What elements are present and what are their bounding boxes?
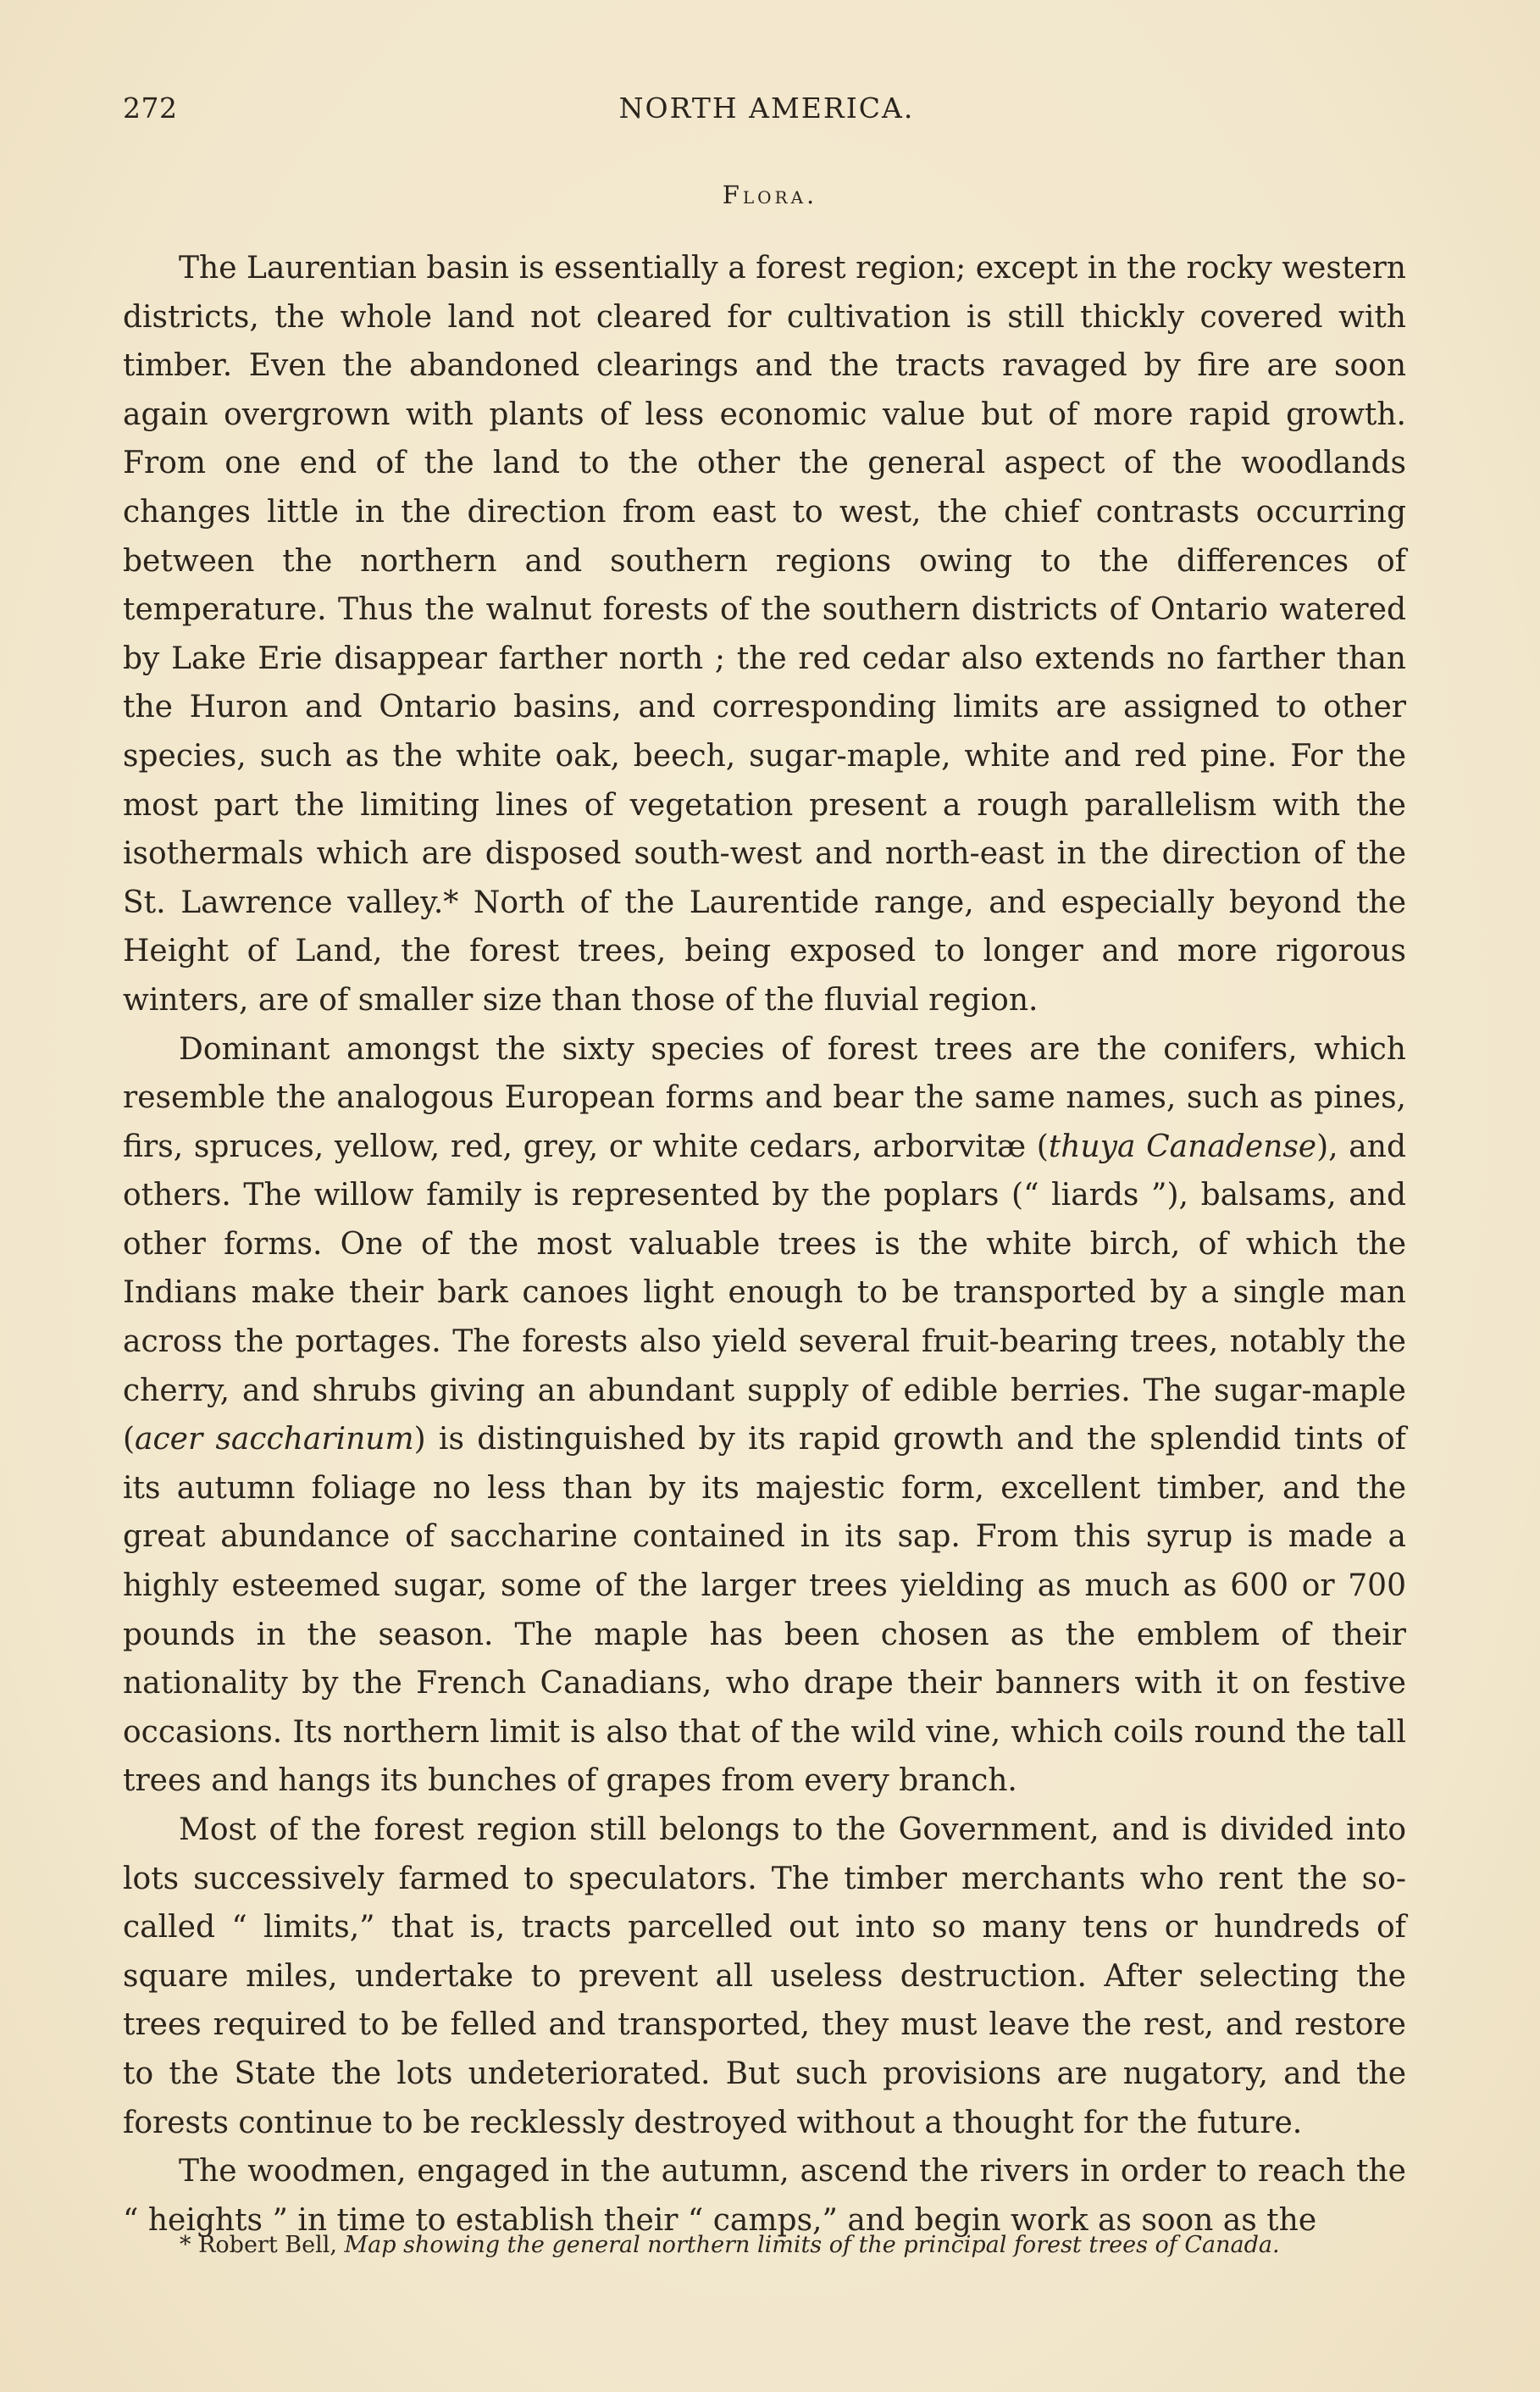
paragraph [123,1025,1406,1806]
section-title: Flora. [722,180,818,209]
paragraph-text: The woodmen, engaged in the autumn, ascend the rivers in order to reach the “ heights ” in time to establish their “ camps,” and begin work as soon as the [123,2154,1406,2238]
paragraph-text: ) is distinguished by its rapid growth and the splendid tints of its autumn foliage no less than by its majestic form, excellent timber, and the great abundance of saccharine contained in its sap. From this syrup is made a highly esteemed sugar, some of the larger trees yielding as much as 600 or 700 pounds in the season. The maple has been chosen as the emblem of their nationality by the French Canadians, who drape their banners with it on festive occasions. Its northern limit is also that of the wild vine, which coils round the tall trees and hangs its bunches of grapes from every branch. [123,1422,1406,1799]
footnote-author: * Robert Bell, [180,2232,345,2258]
paragraph [123,1806,1406,2147]
page-header [123,92,1410,134]
footnote-title: Map showing the general northern limits of the principal forest trees of Canada. [344,2232,1280,2258]
italic-term: acer saccharinum [135,1422,414,1457]
page-number: 272 [123,92,178,125]
paragraph-text: Dominant amongst the sixty species of forest trees are the conifers, which resemble the analogous European forms and bear the same names, such as pines, firs, spruces, yellow, red, grey, or white cedars, arborvitæ ( [123,1031,1406,1164]
running-head: NORTH AMERICA. [618,92,915,125]
footnote [180,2231,1408,2260]
italic-term: thuya Canadense [1048,1129,1317,1164]
body-text [123,244,1406,2245]
paragraph [123,244,1406,1025]
paragraph-text: ), and others. The willow family is represented by the poplars (“ liards ”), balsams, and other forms. One of the most valuable trees is the white birch, of which the Indians make their bark canoes light enough to be transported by a single man across the portages. The forests also yield several fruit-bearing trees, notably the cherry, and shrubs giving an abundant supply of edible berries. The sugar-maple ( [123,1129,1406,1457]
paragraph-text: Most of the forest region still belongs to the Government, and is divided into lots successively farmed to speculators. The timber merchants who rent the so-called “ limits,” that is, tracts parcelled out into so many tens or hundreds of square miles, undertake to prevent all useless destruction. After selecting the trees required to be felled and transported, they must leave the rest, and restore to the State the lots undeteriorated. But such provisions are nugatory, and the forests continue to be recklessly destroyed without a thought for the future. [123,1812,1406,2140]
paragraph-text: The Laurentian basin is essentially a forest region; except in the rocky western districts, the whole land not cleared for cultivation is still thickly covered with timber. Even the abandoned clearings and the tracts ravaged by fire are soon again overgrown with plants of less economic value but of more rapid growth. From one end of the land to the other the general aspect of the woodlands changes little in the direction from east to west, the chief contrasts occurring between the northern and southern regions owing to the differences of temperature. Thus the walnut forests of the southern districts of Ontario watered by Lake Erie disappear farther north ; the red cedar also extends no farther than the Huron and Ontario basins, and corresponding limits are assigned to other species, such as the white oak, beech, sugar-maple, white and red pine. For the most part the limiting lines of vegetation present a rough parallelism with the isothermals which are disposed south-west and north-east in the direction of the St. Lawrence valley.* North of the Laurentide range, and especially beyond the Height of Land, the forest trees, being exposed to longer and more rigorous winters, are of smaller size than those of the fluvial region. [123,251,1406,1018]
